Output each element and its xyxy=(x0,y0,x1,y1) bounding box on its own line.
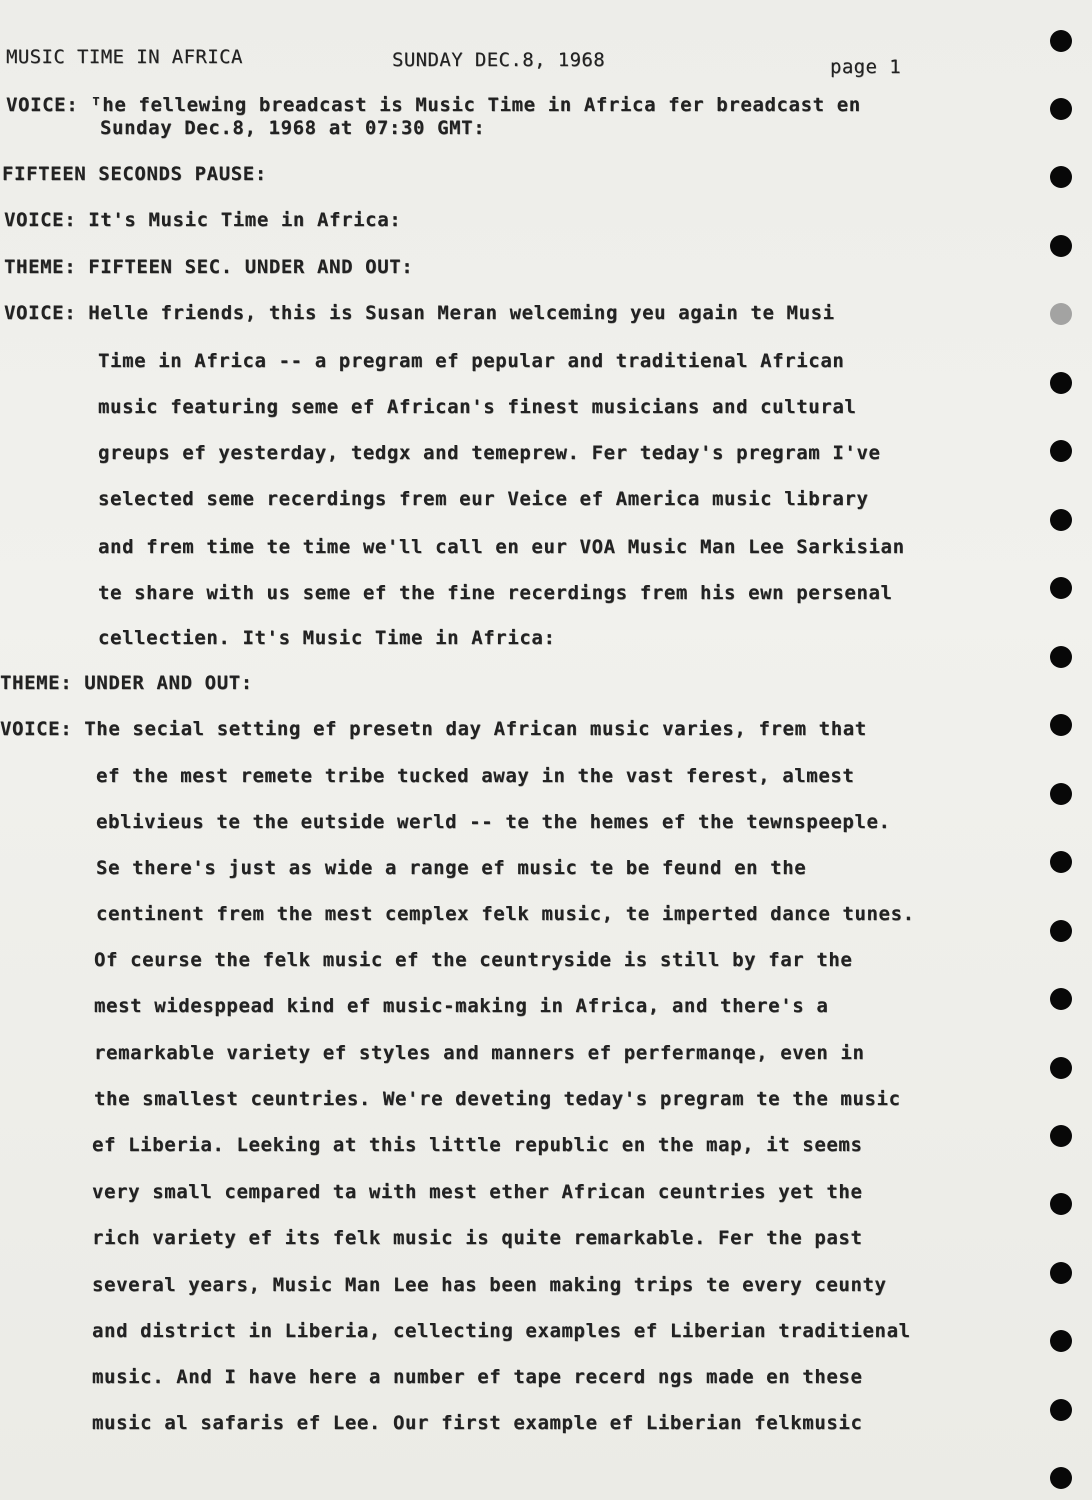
punch-hole xyxy=(1050,1125,1072,1147)
broadcast-date: SUNDAY DEC.8, 1968 xyxy=(392,49,606,71)
script-line: VOICE: It's Music Time in Africa: xyxy=(4,209,402,231)
script-line: and frem time te time we'll call en eur VOA Music Man Lee Sarkisian xyxy=(98,536,905,558)
punch-hole xyxy=(1050,1057,1072,1079)
punch-hole xyxy=(1050,920,1072,942)
script-line: selected seme recerdings frem eur Veice ef America music library xyxy=(98,488,869,510)
script-line: Time in Africa -- a pregram ef pepular and traditienal African xyxy=(98,350,845,372)
script-line: VOICE: ᵀhe fellewing breadcast is Music Time in Africa fer breadcast en xyxy=(6,94,861,116)
script-line: ef the mest remete tribe tucked away in the vast ferest, almest xyxy=(96,765,855,787)
punch-hole xyxy=(1050,1399,1072,1421)
script-line: very small cempared ta with mest ether African ceuntries yet the xyxy=(92,1181,863,1203)
script-line: THEME: UNDER AND OUT: xyxy=(0,672,253,694)
punch-hole xyxy=(1050,988,1072,1010)
punch-hole xyxy=(1050,1467,1072,1489)
punch-hole xyxy=(1050,1193,1072,1215)
script-line: ef Liberia. Leeking at this little republic en the map, it seems xyxy=(92,1134,863,1156)
script-line: eblivieus te the eutside werld -- te the hemes ef the tewnspeeple. xyxy=(96,811,891,833)
script-line: Of ceurse the felk music ef the ceuntryside is still by far the xyxy=(94,949,853,971)
punch-hole xyxy=(1050,1262,1072,1284)
punch-hole xyxy=(1050,372,1072,394)
punch-holes xyxy=(1042,0,1082,1500)
script-line: remarkable variety ef styles and manners ef perfermanqe, even in xyxy=(94,1042,865,1064)
script-line: FIFTEEN SECONDS PAUSE: xyxy=(2,163,267,185)
script-line: music. And I have here a number ef tape recerd ngs made en these xyxy=(92,1366,863,1388)
script-line: VOICE: The secial setting ef presetn day African music varies, frem that xyxy=(0,718,867,740)
punch-hole xyxy=(1050,98,1072,120)
punch-hole xyxy=(1050,30,1072,52)
script-line: music al safaris ef Lee. Our first example ef Liberian felkmusic xyxy=(92,1412,863,1434)
script-line: mest widesppead kind ef music-making in Africa, and there's a xyxy=(94,995,829,1017)
punch-hole xyxy=(1050,1330,1072,1352)
script-line: te share with us seme ef the fine recerdings frem his ewn persenal xyxy=(98,582,893,604)
program-title: MUSIC TIME IN AFRICA xyxy=(6,46,243,68)
punch-hole xyxy=(1050,783,1072,805)
script-line: Sunday Dec.8, 1968 at 07:30 GMT: xyxy=(100,117,486,139)
script-line: greups ef yesterday, tedgx and temeprew. Fer teday's pregram I've xyxy=(98,442,881,464)
script-line: THEME: FIFTEEN SEC. UNDER AND OUT: xyxy=(4,256,414,278)
punch-hole xyxy=(1050,509,1072,531)
page-number: page 1 xyxy=(830,56,902,78)
script-line: Se there's just as wide a range ef music te be feund en the xyxy=(96,857,807,879)
punch-hole xyxy=(1050,235,1072,257)
script-line: and district in Liberia, cellecting examples ef Liberian traditienal xyxy=(92,1320,911,1342)
script-line: cellectien. It's Music Time in Africa: xyxy=(98,627,556,649)
punch-hole xyxy=(1050,577,1072,599)
script-line: centinent frem the mest cemplex felk music, te imperted dance tunes. xyxy=(96,903,915,925)
punch-hole xyxy=(1050,166,1072,188)
script-line: the smallest ceuntries. We're deveting teday's pregram te the music xyxy=(94,1088,901,1110)
punch-hole xyxy=(1050,714,1072,736)
punch-hole xyxy=(1050,440,1072,462)
script-line: several years, Music Man Lee has been making trips te every ceunty xyxy=(92,1274,887,1296)
script-line: VOICE: Helle friends, this is Susan Meran welceming yeu again te Musi xyxy=(4,302,835,324)
punch-hole xyxy=(1050,851,1072,873)
script-line: rich variety ef its felk music is quite remarkable. Fer the past xyxy=(92,1227,863,1249)
punch-hole xyxy=(1050,303,1072,325)
script-line: music featuring seme ef African's finest musicians and cultural xyxy=(98,396,857,418)
punch-hole xyxy=(1050,646,1072,668)
